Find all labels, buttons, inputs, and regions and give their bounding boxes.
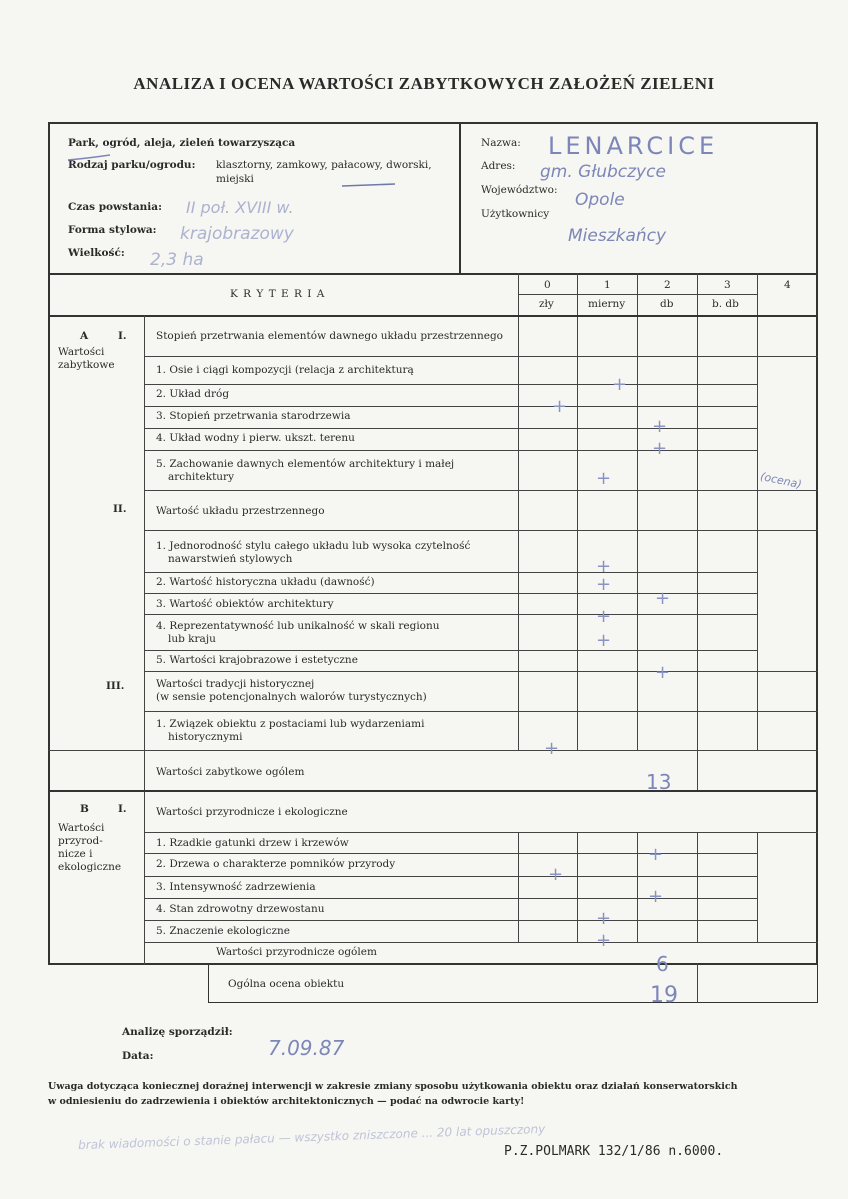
handwritten-adres: gm. Głubczyce xyxy=(540,162,666,182)
print-code: P.Z.POLMARK 132/1/86 n.6000. xyxy=(504,1144,724,1159)
criterion-b5: 5. Znaczenie ekologiczne xyxy=(156,925,291,937)
header-bottom-line xyxy=(48,273,818,275)
col-line-b2 xyxy=(637,832,638,942)
mark-a1-1: + xyxy=(612,374,628,395)
criteria-label: K R Y T E R I A xyxy=(230,288,326,300)
wojewodztwo-label: Województwo: xyxy=(481,184,558,196)
row-line xyxy=(144,406,758,407)
section-a-roman1: I. xyxy=(118,330,127,342)
row-line xyxy=(144,614,758,615)
row-line xyxy=(144,530,818,531)
row-line xyxy=(144,898,758,899)
criterion-a1-1: 1. Osie i ciągi kompozycji (relacja z architekturą xyxy=(156,364,414,376)
handwritten-bottom-note: brak wiadomości o stanie pałacu — wszystko zniszczone ... 20 lat opuszczony xyxy=(77,1121,546,1153)
overall-divider xyxy=(697,963,698,1003)
row-line xyxy=(144,942,818,943)
criterion-b1: 1. Rzadkie gatunki drzew i krzewów xyxy=(156,837,349,849)
group3-title-1: Wartości tradycji historycznej xyxy=(156,678,315,690)
col-line-4 xyxy=(757,273,758,750)
handwritten-nazwa: LENARCICE xyxy=(548,132,719,160)
mark-a2-4b: + xyxy=(596,630,612,651)
criterion-a2-3: 3. Wartość obiektów architektury xyxy=(156,598,334,610)
mark-b1: + xyxy=(648,844,664,865)
criteria-header-bottom xyxy=(48,315,818,317)
criterion-a2-1: 1. Jednorodność stylu całego układu lub wysoka czytelność xyxy=(156,540,471,552)
criterion-b2: 2. Drzewa o charakterze pomników przyrody xyxy=(156,858,396,870)
criterion-a3-1: 1. Związek obiektu z postaciami lub wydarzeniami xyxy=(156,718,425,730)
section-a-letter: A xyxy=(80,330,89,342)
rodzaj-options-2: miejski xyxy=(216,173,254,185)
criterion-a2-4-cont: lub kraju xyxy=(168,633,216,645)
score-4: 4 xyxy=(784,279,791,291)
note-line-2: w odniesieniu do zadrzewienia i obiektów architektonicznych — podać na odwrocie karty! xyxy=(48,1096,525,1107)
col-line-0 xyxy=(518,273,519,750)
mark-b5: + xyxy=(596,930,612,951)
mark-b4: + xyxy=(596,908,612,929)
row-line xyxy=(144,650,758,651)
section-b-letter: B xyxy=(80,803,89,815)
header-divider xyxy=(459,122,461,275)
row-line xyxy=(144,711,818,712)
uzytkownicy-label: Użytkownicy xyxy=(481,208,550,220)
handwritten-wojewodztwo: Opole xyxy=(575,190,625,210)
total-zabytkowe-label: Wartości zabytkowe ogólem xyxy=(156,766,305,778)
criterion-a2-4: 4. Reprezentatywność lub unikalność w skali regionu xyxy=(156,620,440,632)
col-line-b1 xyxy=(577,832,578,942)
total-przyrodnicze-label: Wartości przyrodnicze ogólem xyxy=(216,946,377,958)
mark-a2-5: + xyxy=(655,662,671,683)
pen-underlines xyxy=(60,150,460,190)
score-0: 0 xyxy=(544,279,551,291)
park-type-label: Park, ogród, aleja, zieleń towarzysząca xyxy=(68,137,296,149)
mark-a2-4a: + xyxy=(596,606,612,627)
rodzaj-label: Rodzaj parku/ogrodu: xyxy=(68,159,196,171)
mark-a1-3: + xyxy=(652,416,668,437)
group2-title: Wartość układu przestrzennego xyxy=(156,505,325,517)
mark-a1-4: + xyxy=(652,438,668,459)
col-line-b3 xyxy=(697,832,698,942)
score-3: 3 xyxy=(724,279,731,291)
section-a-name-1: Wartości xyxy=(58,346,105,358)
section-b-name-4: ekologiczne xyxy=(58,861,122,873)
prepared-label: Analizę sporządził: xyxy=(122,1026,233,1038)
criterion-b3: 3. Intensywność zadrzewienia xyxy=(156,881,316,893)
col-line-b4 xyxy=(757,832,758,942)
rodzaj-options-1: klasztorny, zamkowy, pałacowy, dworski, xyxy=(216,159,432,171)
document-title: ANALIZA I OCENA WARTOŚCI ZABYTKOWYCH ZAŁOŻEŃ ZIELENI xyxy=(133,74,715,93)
handwritten-side-note: (ocena) xyxy=(759,469,803,492)
row-line xyxy=(144,920,758,921)
row-line xyxy=(144,490,818,491)
score-2: 2 xyxy=(664,279,671,291)
czas-label: Czas powstania: xyxy=(68,201,162,213)
adres-label: Adres: xyxy=(481,160,516,172)
row-line xyxy=(144,384,758,385)
col-line-3 xyxy=(697,273,698,750)
criterion-a1-5: 5. Zachowanie dawnych elementów architektury i małej xyxy=(156,458,455,470)
handwritten-forma: krajobrazowy xyxy=(180,224,294,244)
overall-label: Ogólna ocena obiektu xyxy=(228,978,345,990)
label-column-divider xyxy=(144,315,145,965)
note-line-1: Uwaga dotycząca koniecznej doraźnej interwencji w zakresie zmiany sposobu użytkowania obiektu oraz działań konserwatorskich xyxy=(48,1081,738,1092)
criterion-a2-5: 5. Wartości krajobrazowe i estetyczne xyxy=(156,654,358,666)
handwritten-uzytkownicy: Mieszkańcy xyxy=(568,226,667,246)
score-1: 1 xyxy=(604,279,611,291)
col-line-2 xyxy=(637,273,638,750)
section-a-roman2: II. xyxy=(113,503,127,515)
mark-a2-3: + xyxy=(655,588,671,609)
handwritten-total-zabytkowe: 13 xyxy=(646,770,672,794)
criterion-a1-5-cont: architektury xyxy=(168,471,235,483)
date-label: Data: xyxy=(122,1050,154,1062)
score-header-mid-line xyxy=(518,294,758,295)
mark-a2-1: + xyxy=(596,556,612,577)
handwritten-czas: II poł. XVIII w. xyxy=(186,198,294,217)
mark-b2: + xyxy=(548,864,564,885)
section-b-name-1: Wartości xyxy=(58,822,105,834)
section-b-name-2: przyrod- xyxy=(58,835,103,847)
score-name-1: mierny xyxy=(588,298,626,310)
col-line-b0 xyxy=(518,832,519,942)
row-line xyxy=(144,572,758,573)
group1-title: Stopień przetrwania elementów dawnego układu przestrzennego xyxy=(156,330,503,342)
handwritten-date: 7.09.87 xyxy=(268,1036,345,1060)
section-a-roman3: III. xyxy=(106,680,125,692)
row-line xyxy=(144,671,818,672)
row-line xyxy=(144,832,818,833)
forma-label: Forma stylowa: xyxy=(68,224,157,236)
group3-title-2: (w sensie potencjonalnych walorów turystycznych) xyxy=(156,691,427,703)
criterion-a2-2: 2. Wartość historyczna układu (dawność) xyxy=(156,576,375,588)
mark-a3-1: + xyxy=(544,738,560,759)
score-name-2: db xyxy=(660,298,674,310)
row-line xyxy=(144,356,818,357)
score-name-3: b. db xyxy=(712,298,739,310)
criterion-a1-2: 2. Układ dróg xyxy=(156,388,230,400)
mark-a1-5: + xyxy=(596,468,612,489)
row-line xyxy=(144,853,758,854)
wielkosc-label: Wielkość: xyxy=(68,247,125,259)
mark-b3: + xyxy=(648,886,664,907)
criterion-b4: 4. Stan zdrowotny drzewostanu xyxy=(156,903,325,915)
mark-a1-2: + xyxy=(552,396,568,417)
handwritten-wielkosc: 2,3 ha xyxy=(150,250,204,270)
section-b-roman1: I. xyxy=(118,803,127,815)
criterion-a1-4: 4. Układ wodny i pierw. ukszt. terenu xyxy=(156,432,355,444)
row-line xyxy=(48,750,818,751)
criterion-a2-1-cont: nawarstwień stylowych xyxy=(168,553,293,565)
handwritten-total-ogolna: 19 xyxy=(650,983,678,1008)
score-name-0: zły xyxy=(539,298,554,310)
section-a-name-2: zabytkowe xyxy=(58,359,115,371)
total-divider xyxy=(697,750,698,790)
nazwa-label: Nazwa: xyxy=(481,137,521,149)
criterion-a1-3: 3. Stopień przetrwania starodrzewia xyxy=(156,410,351,422)
handwritten-total-przyrodnicze: 6 xyxy=(656,952,669,976)
criterion-a3-1-cont: historycznymi xyxy=(168,731,243,743)
col-line-1 xyxy=(577,273,578,750)
mark-a2-2: + xyxy=(596,574,612,595)
row-line xyxy=(144,876,758,877)
section-a-bottom xyxy=(48,790,818,792)
section-b-name-3: nicze i xyxy=(58,848,93,860)
group-b1-title: Wartości przyrodnicze i ekologiczne xyxy=(156,806,348,818)
